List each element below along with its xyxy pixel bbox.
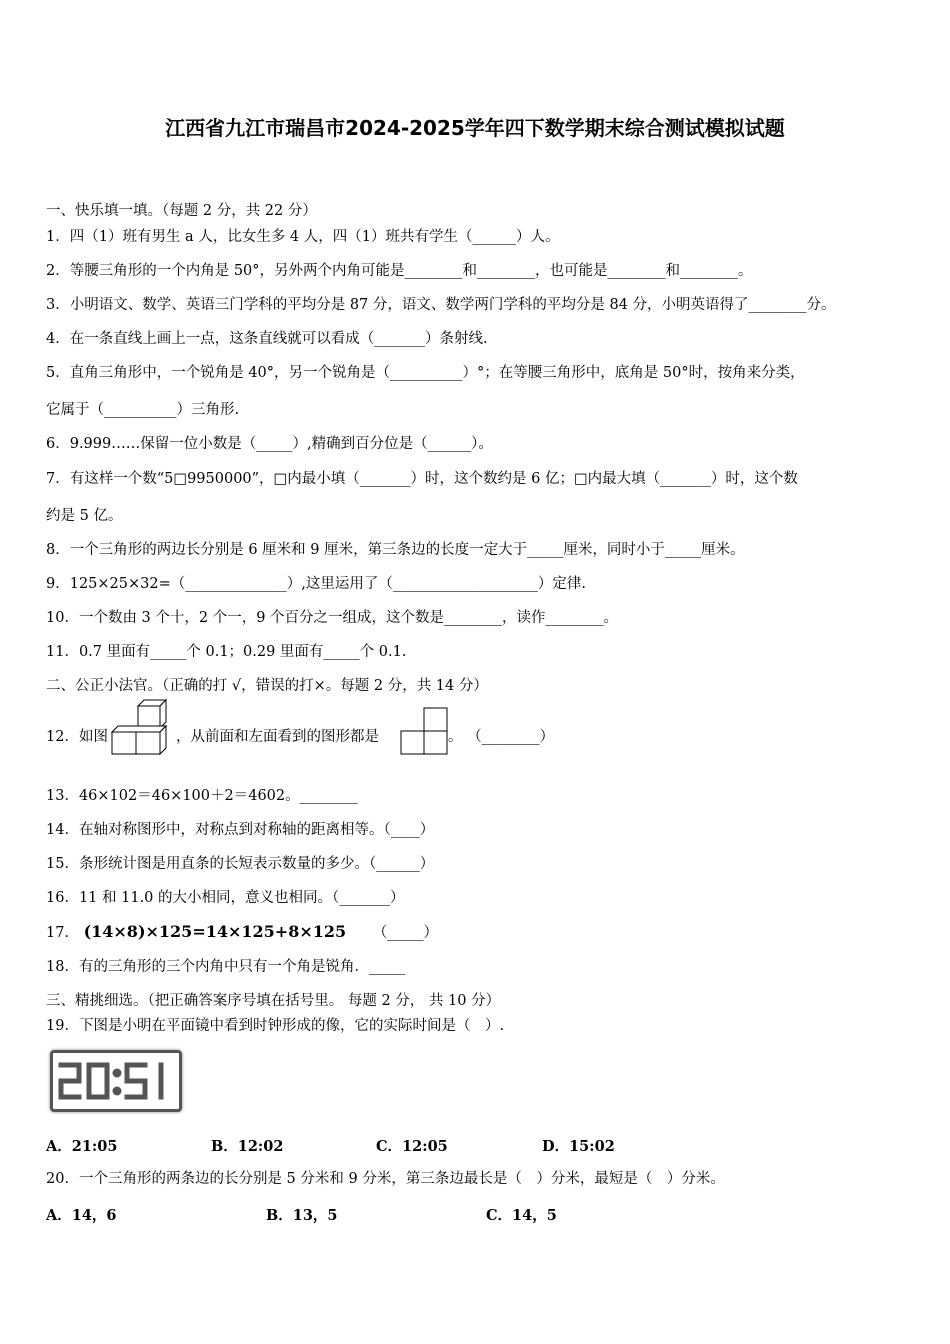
cube-stack-figure xyxy=(110,698,170,756)
question-17-label: 17． xyxy=(46,925,79,941)
question-19: 19．下图是小明在平面镜中看到时钟形成的像，它的实际时间是（ ）. xyxy=(46,1018,505,1034)
section-1-heading: 一、快乐填一填。（每题 2 分，共 22 分） xyxy=(46,203,317,219)
question-15: 15．条形统计图是用直条的长短表示数量的多少。（______） xyxy=(46,856,435,872)
section-3-heading: 三、精挑细选。（把正确答案序号填在括号里。 每题 2 分， 共 10 分） xyxy=(46,993,501,1009)
question-12-middle: ，从前面和左面看到的图形都是 xyxy=(176,729,379,745)
q19-option-d: D．15:02 xyxy=(542,1138,615,1155)
question-17-expression: (14×8)×125=14×125+8×125 xyxy=(83,922,347,941)
question-4: 4．在一条直线上画上一点，这条直线就可以看成（_______）条射线. xyxy=(46,331,488,347)
question-13: 13．46×102＝46×100＋2＝4602。________ xyxy=(46,788,358,804)
q20-option-a: A．14，6 xyxy=(46,1207,117,1224)
q20-option-b: B．13，5 xyxy=(266,1207,338,1224)
page-title: 江西省九江市瑞昌市2024-2025学年四下数学期末综合测试模拟试题 xyxy=(165,116,785,140)
question-9: 9．125×25×32=（______________）,这里运用了（____________________）定律. xyxy=(46,576,586,592)
question-5-line-1: 5．直角三角形中，一个锐角是 40°，另一个锐角是（__________）°；在等腰三角形中，底角是 50°时，按角来分类， xyxy=(46,365,805,381)
question-1: 1．四（1）班有男生 a 人，比女生多 4 人，四（1）班共有学生（______）人。 xyxy=(46,229,560,245)
question-8: 8．一个三角形的两边长分别是 6 厘米和 9 厘米，第三条边的长度一定大于_____厘米，同时小于_____厘米。 xyxy=(46,542,745,558)
question-14: 14．在轴对称图形中，对称点到对称轴的距离相等。（____） xyxy=(46,822,435,838)
question-5-line-2: 它属于（__________）三角形. xyxy=(46,402,240,418)
question-12-prefix: 12．如图 xyxy=(46,729,108,745)
question-16: 16．11 和 11.0 的大小相同，意义也相同。（_______） xyxy=(46,890,405,906)
q20-option-c: C．14，5 xyxy=(486,1207,557,1224)
question-20: 20．一个三角形的两条边的长分别是 5 分米和 9 分米，第三条边最长是（ ）分米，最短是（ ）分米。 xyxy=(46,1171,725,1187)
question-7-line-2: 约是 5 亿。 xyxy=(46,508,123,524)
q19-option-a: A．21:05 xyxy=(46,1138,118,1155)
view-shape-figure xyxy=(400,707,450,755)
question-10: 10．一个数由 3 个十，2 个一，9 个百分之一组成，这个数是________，读作________。 xyxy=(46,610,619,626)
digital-clock-image xyxy=(50,1050,182,1112)
question-7-line-1: 7．有这样一个数“5□9950000”，□内最小填（_______）时，这个数约是 6 亿；□内最大填（_______）时，这个数 xyxy=(46,471,798,487)
section-2-heading: 二、公正小法官。（正确的打 √，错误的打×。每题 2 分，共 14 分） xyxy=(46,678,488,694)
question-17-blank: （_____） xyxy=(372,925,438,941)
question-3: 3．小明语文、数学、英语三门学科的平均分是 87 分，语文、数学两门学科的平均分是 84 分，小明英语得了________分。 xyxy=(46,297,836,313)
clock-display-text: 20:51 xyxy=(53,1053,56,1054)
question-18: 18．有的三角形的三个内角中只有一个角是锐角．_____ xyxy=(46,959,406,975)
question-6: 6．9.999……保留一位小数是（_____）,精确到百分位是（______）。 xyxy=(46,436,493,452)
clock-digits xyxy=(53,1053,179,1109)
question-11: 11．0.7 里面有_____个 0.1；0.29 里面有_____个 0.1. xyxy=(46,644,407,660)
question-17 xyxy=(46,922,438,943)
q19-option-b: B．12:02 xyxy=(211,1138,284,1155)
q19-option-c: C．12:05 xyxy=(376,1138,448,1155)
question-12-suffix: 。 （________） xyxy=(448,729,555,745)
question-2: 2．等腰三角形的一个内角是 50°，另外两个内角可能是________和________，也可能是________和________。 xyxy=(46,263,753,279)
